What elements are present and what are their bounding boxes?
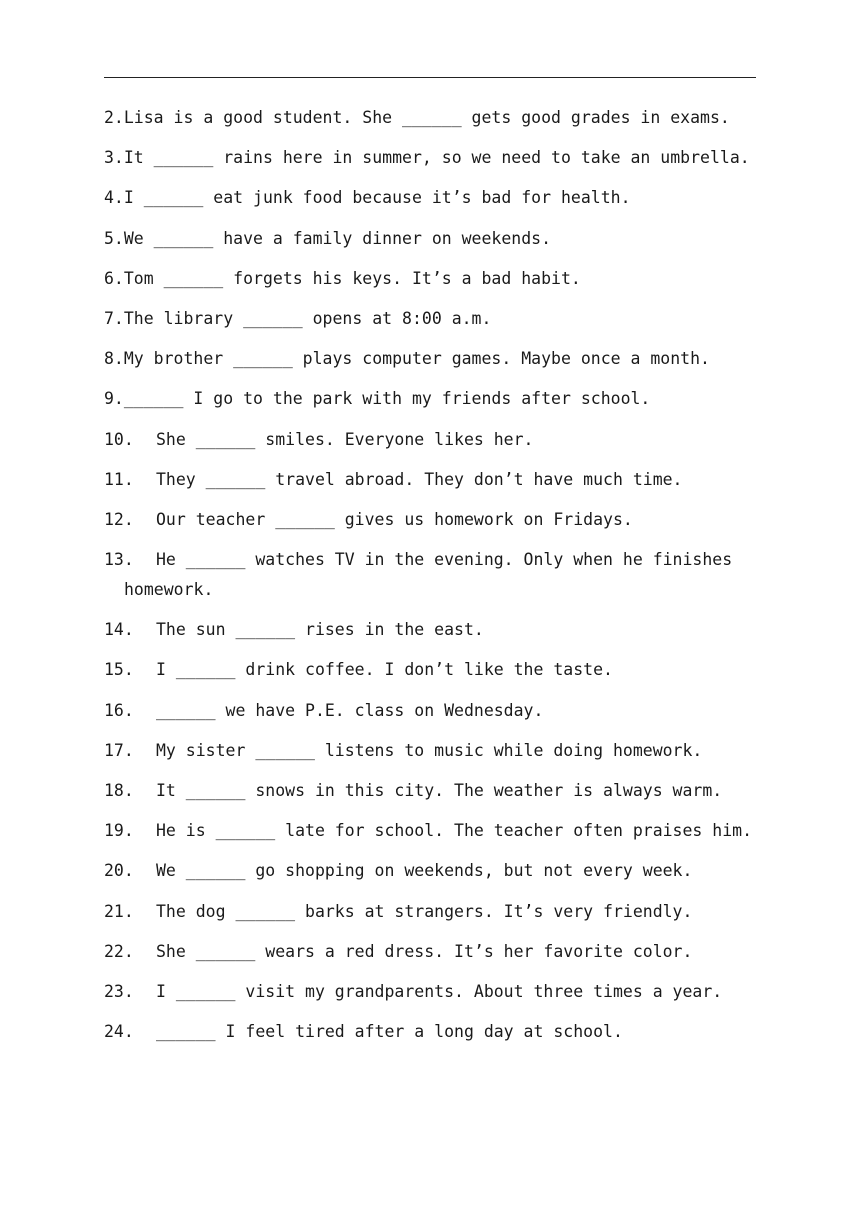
- exercise-list: [104, 103, 760, 1057]
- item-sentence: The sun ______ rises in the east.: [156, 620, 484, 640]
- item-sentence: They ______ travel abroad. They don’t have much time.: [156, 469, 683, 489]
- item-sentence: I ______ eat junk food because it’s bad for health.: [123, 188, 631, 208]
- item-sentence: He is ______ late for school. The teacher often praises him.: [156, 821, 753, 841]
- item-sentence: Our teacher ______ gives us homework on Fridays.: [156, 509, 633, 529]
- item-number: 11.: [104, 469, 134, 489]
- item-number: 14.: [104, 620, 134, 640]
- exercise-item: [104, 103, 760, 133]
- exercise-item: [104, 1017, 760, 1047]
- item-number: 6.: [104, 268, 124, 288]
- item-sentence: She ______ smiles. Everyone likes her.: [156, 429, 534, 449]
- exercise-item: [104, 615, 760, 645]
- item-sentence: It ______ snows in this city. The weather is always warm.: [156, 781, 723, 800]
- item-number: 8.: [104, 349, 124, 369]
- item-number: 4.: [104, 188, 124, 208]
- item-number: 13.: [104, 550, 134, 570]
- item-number: 3.: [104, 148, 124, 168]
- exercise-item: [104, 344, 760, 374]
- exercise-item: [104, 977, 760, 1007]
- item-number: 9.: [104, 389, 124, 409]
- exercise-item: [104, 304, 760, 334]
- item-sentence: I ______ visit my grandparents. About three times a year.: [156, 981, 723, 1001]
- exercise-item: [104, 384, 760, 414]
- item-number: 15.: [104, 660, 134, 680]
- exercise-item: [104, 425, 760, 455]
- item-sentence: She ______ wears a red dress. It’s her favorite color.: [156, 941, 693, 961]
- item-sentence: ______ I go to the park with my friends after school.: [123, 389, 651, 409]
- item-sentence: My brother ______ plays computer games. Maybe once a month.: [123, 349, 710, 369]
- item-sentence: Lisa is a good student. She ______ gets good grades in exams.: [123, 108, 730, 127]
- item-sentence: It ______ rains here in summer, so we need to take an umbrella.: [123, 148, 750, 168]
- exercise-item: [104, 776, 760, 806]
- item-number: 18.: [104, 781, 134, 800]
- item-sentence: We ______ go shopping on weekends, but not every week.: [156, 861, 693, 881]
- item-number: 17.: [104, 740, 134, 760]
- item-number: 12.: [104, 509, 134, 529]
- item-number: 5.: [104, 228, 124, 248]
- item-number: 22.: [104, 941, 134, 961]
- item-sentence: My sister ______ listens to music while doing homework.: [156, 740, 703, 760]
- item-number: 16.: [104, 700, 134, 720]
- exercise-item: [104, 655, 760, 685]
- exercise-item: [104, 224, 760, 254]
- item-number: 2.: [104, 108, 124, 127]
- item-sentence: Tom ______ forgets his keys. It’s a bad habit.: [123, 268, 581, 288]
- item-sentence-continuation: homework.: [124, 580, 214, 600]
- exercise-item: [104, 465, 760, 495]
- exercise-item: [104, 856, 760, 886]
- item-sentence: I ______ drink coffee. I don’t like the taste.: [156, 660, 613, 680]
- header-rule: [104, 77, 756, 78]
- item-number: 19.: [104, 821, 134, 841]
- exercise-item: [104, 897, 760, 927]
- exercise-item: [104, 505, 760, 535]
- item-sentence: The library ______ opens at 8:00 a.m.: [123, 308, 492, 328]
- exercise-item: [104, 545, 760, 605]
- item-number: 7.: [104, 308, 124, 328]
- item-sentence: ______ we have P.E. class on Wednesday.: [156, 700, 544, 720]
- item-number: 23.: [104, 981, 134, 1001]
- item-number: 21.: [104, 901, 134, 921]
- item-number: 20.: [104, 861, 134, 881]
- exercise-item: [104, 183, 760, 213]
- item-sentence: We ______ have a family dinner on weekends.: [123, 228, 552, 248]
- exercise-item: [104, 696, 760, 726]
- item-sentence-line: He ______ watches TV in the evening. Only when he finishes: [156, 550, 733, 570]
- item-number: 10.: [104, 429, 134, 449]
- item-sentence: ______ I feel tired after a long day at school.: [156, 1022, 623, 1042]
- exercise-item: [104, 816, 760, 846]
- item-sentence: [124, 545, 760, 605]
- exercise-item: [104, 143, 760, 173]
- exercise-item: [104, 264, 760, 294]
- item-sentence: The dog ______ barks at strangers. It’s very friendly.: [156, 901, 693, 921]
- exercise-item: [104, 937, 760, 967]
- item-number: 24.: [104, 1022, 134, 1042]
- exercise-item: [104, 736, 760, 766]
